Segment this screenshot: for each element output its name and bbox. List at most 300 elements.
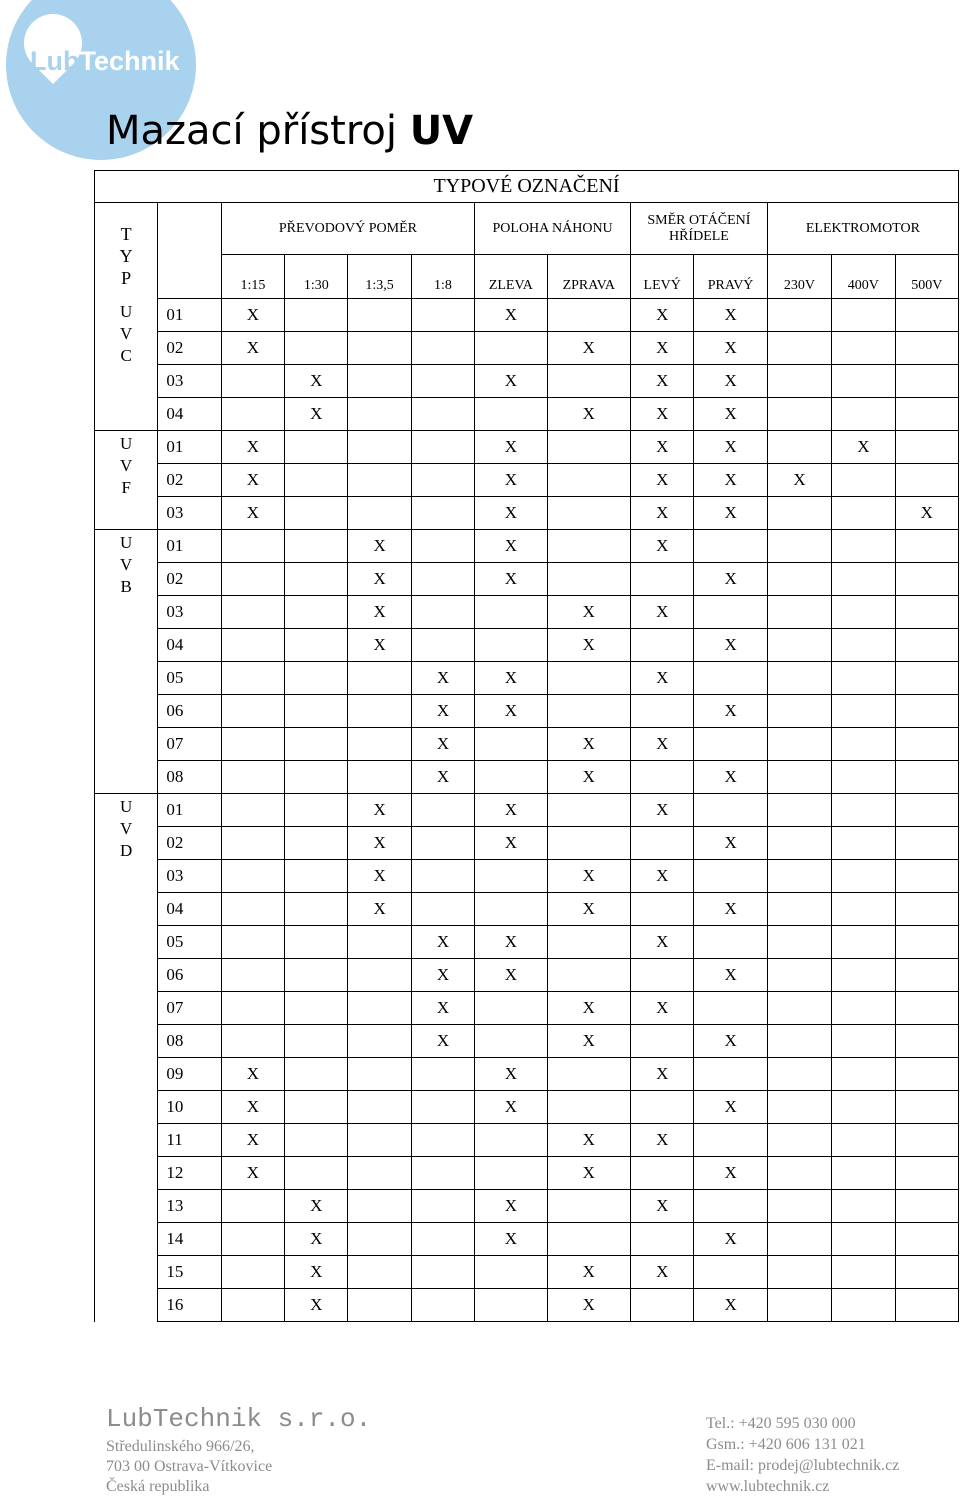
- variant-code: 07: [158, 992, 221, 1025]
- mark-cell: [631, 662, 694, 695]
- mark-cell: [221, 563, 284, 596]
- mark-cell: [694, 794, 767, 827]
- mark-cell: [221, 299, 284, 332]
- mark-cell: [832, 431, 895, 464]
- x-mark: X: [656, 1130, 669, 1149]
- mark-cell: [895, 299, 958, 332]
- mark-cell: [475, 629, 547, 662]
- mark-cell: [285, 497, 348, 530]
- mark-cell: [411, 398, 474, 431]
- x-mark: X: [724, 305, 737, 324]
- footer-phone: Tel.: +420 595 030 000: [706, 1415, 856, 1432]
- table-row: [95, 926, 959, 959]
- mark-cell: [547, 1124, 630, 1157]
- mark-cell: [767, 1256, 831, 1289]
- mark-cell: [631, 926, 694, 959]
- table-row: [95, 332, 959, 365]
- x-mark: X: [246, 305, 260, 324]
- table-row: [95, 398, 959, 431]
- variant-code: 05: [158, 926, 221, 959]
- column-header: PRAVÝ: [694, 255, 767, 299]
- variant-code: 03: [158, 596, 221, 629]
- mark-cell: [631, 1157, 694, 1190]
- x-mark: X: [436, 965, 450, 984]
- x-mark: X: [582, 866, 595, 885]
- mark-cell: [221, 1190, 284, 1223]
- mark-cell: [547, 1091, 630, 1124]
- mark-cell: [475, 1025, 547, 1058]
- mark-cell: [348, 1058, 411, 1091]
- mark-cell: [285, 629, 348, 662]
- mark-cell: [631, 1256, 694, 1289]
- mark-cell: [547, 563, 630, 596]
- mark-cell: [221, 893, 284, 926]
- logo-text: [30, 46, 180, 77]
- mark-cell: [348, 992, 411, 1025]
- table-row: [95, 563, 959, 596]
- type-group-letter: U: [120, 797, 133, 816]
- table-row: [95, 596, 959, 629]
- mark-cell: [832, 1190, 895, 1223]
- mark-cell: [475, 728, 547, 761]
- mark-cell: [767, 398, 831, 431]
- mark-cell: [895, 728, 958, 761]
- footer-email: E-mail: prodej@lubtechnik.cz: [706, 1457, 900, 1474]
- table-row: [95, 860, 959, 893]
- mark-cell: [895, 431, 958, 464]
- x-mark: X: [656, 1196, 669, 1215]
- x-mark: X: [582, 602, 595, 621]
- table-row: [95, 629, 959, 662]
- column-header: 1:30: [285, 255, 348, 299]
- mark-cell: [832, 365, 895, 398]
- mark-cell: [767, 893, 831, 926]
- mark-cell: [767, 332, 831, 365]
- mark-cell: [694, 761, 767, 794]
- column-header: 1:3,5: [348, 255, 411, 299]
- mark-cell: [285, 530, 348, 563]
- mark-cell: [411, 992, 474, 1025]
- mark-cell: [475, 959, 547, 992]
- mark-cell: [411, 761, 474, 794]
- mark-cell: [631, 1124, 694, 1157]
- table-row: [95, 365, 959, 398]
- mark-cell: [475, 1157, 547, 1190]
- mark-cell: [221, 596, 284, 629]
- mark-cell: [895, 530, 958, 563]
- x-mark: X: [656, 437, 669, 456]
- x-mark: X: [436, 668, 450, 687]
- footer-contacts: [706, 1413, 899, 1497]
- type-group-letter: F: [121, 478, 131, 497]
- mark-cell: [411, 629, 474, 662]
- x-mark: X: [724, 404, 737, 423]
- x-mark: X: [724, 767, 737, 786]
- mark-cell: [767, 662, 831, 695]
- mark-cell: [832, 1256, 895, 1289]
- x-mark: X: [724, 503, 737, 522]
- mark-cell: [694, 1058, 767, 1091]
- mark-cell: [547, 728, 630, 761]
- type-group-letter: V: [120, 555, 133, 574]
- mark-cell: [895, 1091, 958, 1124]
- x-mark: X: [656, 305, 669, 324]
- x-mark: X: [504, 1097, 517, 1116]
- mark-cell: [348, 1124, 411, 1157]
- mark-cell: [547, 398, 630, 431]
- mark-cell: [832, 1289, 895, 1322]
- mark-cell: [895, 1256, 958, 1289]
- mark-cell: [767, 1058, 831, 1091]
- mark-cell: [411, 728, 474, 761]
- table-row: [95, 299, 959, 332]
- mark-cell: [767, 959, 831, 992]
- variant-code: 02: [158, 332, 221, 365]
- x-mark: X: [724, 833, 737, 852]
- logo-text-lub: Lub: [30, 46, 80, 76]
- mark-cell: [475, 794, 547, 827]
- x-mark: X: [724, 569, 737, 588]
- mark-cell: [475, 761, 547, 794]
- mark-cell: [348, 662, 411, 695]
- mark-cell: [285, 1058, 348, 1091]
- mark-cell: [767, 1190, 831, 1223]
- mark-cell: [895, 794, 958, 827]
- mark-cell: [221, 728, 284, 761]
- mark-cell: [767, 1157, 831, 1190]
- x-mark: X: [582, 767, 595, 786]
- mark-cell: [895, 1025, 958, 1058]
- mark-cell: [631, 1223, 694, 1256]
- x-mark: X: [724, 899, 737, 918]
- mark-cell: [221, 1157, 284, 1190]
- x-mark: X: [656, 503, 669, 522]
- mark-cell: [221, 530, 284, 563]
- x-mark: X: [436, 1031, 450, 1050]
- mark-cell: [631, 332, 694, 365]
- mark-cell: [475, 1091, 547, 1124]
- mark-cell: [411, 332, 474, 365]
- mark-cell: [348, 497, 411, 530]
- x-mark: X: [582, 1031, 595, 1050]
- mark-cell: [694, 596, 767, 629]
- mark-cell: [832, 992, 895, 1025]
- mark-cell: [411, 827, 474, 860]
- logo-text-technik: Technik: [79, 46, 180, 76]
- mark-cell: [221, 926, 284, 959]
- x-mark: X: [724, 1031, 737, 1050]
- mark-cell: [895, 860, 958, 893]
- mark-cell: [767, 860, 831, 893]
- mark-cell: [475, 992, 547, 1025]
- footer-address-line: 703 00 Ostrava-Vítkovice: [106, 1458, 273, 1475]
- mark-cell: [547, 1289, 630, 1322]
- mark-cell: [631, 596, 694, 629]
- table-row: [95, 1256, 959, 1289]
- mark-cell: [221, 431, 284, 464]
- mark-cell: [631, 398, 694, 431]
- type-group-letter: U: [120, 434, 133, 453]
- mark-cell: [832, 530, 895, 563]
- mark-cell: [895, 992, 958, 1025]
- x-mark: X: [504, 668, 517, 687]
- mark-cell: [411, 860, 474, 893]
- mark-cell: [348, 926, 411, 959]
- mark-cell: [475, 398, 547, 431]
- x-mark: X: [724, 371, 737, 390]
- mark-cell: [895, 695, 958, 728]
- mark-cell: [631, 1058, 694, 1091]
- group-header-drive-position: POLOHA NÁHONU: [475, 203, 631, 255]
- mark-cell: [631, 860, 694, 893]
- mark-cell: [348, 1223, 411, 1256]
- mark-cell: [411, 1025, 474, 1058]
- x-mark: X: [582, 1262, 595, 1281]
- mark-cell: [348, 629, 411, 662]
- mark-cell: [694, 695, 767, 728]
- variant-code: 02: [158, 464, 221, 497]
- x-mark: X: [310, 1196, 323, 1215]
- page-title: [106, 108, 473, 154]
- mark-cell: [411, 530, 474, 563]
- mark-cell: [221, 1289, 284, 1322]
- x-mark: X: [582, 1163, 595, 1182]
- footer-mobile: Gsm.: +420 606 131 021: [706, 1436, 866, 1453]
- variant-code: 01: [158, 794, 221, 827]
- mark-cell: [832, 398, 895, 431]
- page-title-prefix: Mazací přístroj: [106, 108, 397, 154]
- mark-cell: [547, 827, 630, 860]
- mark-cell: [895, 1289, 958, 1322]
- super-header: TYPOVÉ OZNAČENÍ: [95, 171, 959, 203]
- mark-cell: [631, 1190, 694, 1223]
- type-group-label: [95, 299, 158, 431]
- mark-cell: [832, 827, 895, 860]
- mark-cell: [221, 464, 284, 497]
- mark-cell: [832, 563, 895, 596]
- mark-cell: [895, 1124, 958, 1157]
- mark-cell: [547, 464, 630, 497]
- x-mark: X: [656, 866, 669, 885]
- mark-cell: [631, 695, 694, 728]
- mark-cell: [411, 1058, 474, 1091]
- x-mark: X: [436, 701, 450, 720]
- x-mark: X: [310, 371, 323, 390]
- mark-cell: [475, 1256, 547, 1289]
- typ-letter: T: [120, 224, 132, 244]
- mark-cell: [694, 1289, 767, 1322]
- mark-cell: [832, 695, 895, 728]
- mark-cell: [475, 596, 547, 629]
- x-mark: X: [656, 734, 669, 753]
- mark-cell: [348, 959, 411, 992]
- mark-cell: [694, 365, 767, 398]
- mark-cell: [895, 662, 958, 695]
- mark-cell: [895, 629, 958, 662]
- mark-cell: [694, 1157, 767, 1190]
- x-mark: X: [793, 470, 806, 489]
- mark-cell: [475, 1223, 547, 1256]
- mark-cell: [285, 1289, 348, 1322]
- variant-code: 09: [158, 1058, 221, 1091]
- mark-cell: [547, 332, 630, 365]
- mark-cell: [631, 794, 694, 827]
- mark-cell: [631, 761, 694, 794]
- mark-cell: [694, 431, 767, 464]
- mark-cell: [694, 497, 767, 530]
- mark-cell: [221, 1124, 284, 1157]
- table-row: [95, 464, 959, 497]
- mark-cell: [832, 1157, 895, 1190]
- mark-cell: [285, 761, 348, 794]
- variant-code: 04: [158, 629, 221, 662]
- mark-cell: [475, 563, 547, 596]
- variant-code: 04: [158, 398, 221, 431]
- x-mark: X: [724, 1097, 737, 1116]
- mark-cell: [475, 299, 547, 332]
- mark-cell: [767, 728, 831, 761]
- mark-cell: [285, 1256, 348, 1289]
- x-mark: X: [656, 1262, 669, 1281]
- page-title-model: UV: [409, 108, 474, 154]
- variant-code: 10: [158, 1091, 221, 1124]
- mark-cell: [285, 992, 348, 1025]
- mark-cell: [895, 893, 958, 926]
- mark-cell: [694, 1190, 767, 1223]
- mark-cell: [832, 332, 895, 365]
- typ-letter: Y: [119, 246, 133, 266]
- mark-cell: [348, 464, 411, 497]
- mark-cell: [411, 959, 474, 992]
- mark-cell: [832, 959, 895, 992]
- mark-cell: [348, 1256, 411, 1289]
- mark-cell: [631, 893, 694, 926]
- mark-cell: [631, 563, 694, 596]
- mark-cell: [767, 1289, 831, 1322]
- mark-cell: [285, 398, 348, 431]
- mark-cell: [547, 1223, 630, 1256]
- mark-cell: [411, 1223, 474, 1256]
- x-mark: X: [246, 470, 260, 489]
- variant-code: 15: [158, 1256, 221, 1289]
- mark-cell: [832, 596, 895, 629]
- mark-cell: [285, 563, 348, 596]
- mark-cell: [631, 827, 694, 860]
- mark-cell: [767, 530, 831, 563]
- footer-website: www.lubtechnik.cz: [706, 1478, 830, 1495]
- mark-cell: [221, 959, 284, 992]
- x-mark: X: [373, 866, 386, 885]
- mark-cell: [285, 299, 348, 332]
- typ-letter: P: [121, 268, 132, 288]
- mark-cell: [221, 629, 284, 662]
- mark-cell: [767, 365, 831, 398]
- x-mark: X: [246, 1130, 260, 1149]
- mark-cell: [221, 992, 284, 1025]
- mark-cell: [221, 1256, 284, 1289]
- mark-cell: [411, 464, 474, 497]
- mark-cell: [767, 497, 831, 530]
- footer-address-line: Česká republika: [106, 1478, 210, 1495]
- mark-cell: [767, 629, 831, 662]
- variant-code: 07: [158, 728, 221, 761]
- x-mark: X: [582, 734, 595, 753]
- x-mark: X: [504, 932, 517, 951]
- type-group-letter: B: [120, 577, 132, 596]
- mark-cell: [475, 1124, 547, 1157]
- mark-cell: [348, 365, 411, 398]
- table-row: [95, 827, 959, 860]
- mark-cell: [547, 365, 630, 398]
- mark-cell: [348, 596, 411, 629]
- mark-cell: [895, 926, 958, 959]
- type-group-letter: V: [120, 323, 133, 343]
- x-mark: X: [582, 635, 595, 654]
- x-mark: X: [373, 899, 386, 918]
- mark-cell: [767, 926, 831, 959]
- x-mark: X: [373, 569, 386, 588]
- x-mark: X: [310, 1295, 323, 1314]
- table-row: [95, 1223, 959, 1256]
- x-mark: X: [724, 701, 737, 720]
- variant-code: 01: [158, 530, 221, 563]
- mark-cell: [348, 299, 411, 332]
- variant-code: 01: [158, 299, 221, 332]
- x-mark: X: [504, 701, 517, 720]
- mark-cell: [475, 365, 547, 398]
- mark-cell: [475, 431, 547, 464]
- x-mark: X: [504, 536, 517, 555]
- table-row: [95, 1091, 959, 1124]
- mark-cell: [285, 1124, 348, 1157]
- mark-cell: [895, 1058, 958, 1091]
- mark-cell: [285, 332, 348, 365]
- mark-cell: [547, 1025, 630, 1058]
- mark-cell: [895, 563, 958, 596]
- mark-cell: [221, 662, 284, 695]
- mark-cell: [631, 530, 694, 563]
- mark-cell: [631, 365, 694, 398]
- variant-code: 06: [158, 959, 221, 992]
- x-mark: X: [724, 470, 737, 489]
- table-row: [95, 1058, 959, 1091]
- x-mark: X: [310, 1262, 323, 1281]
- type-group-letter: U: [120, 301, 133, 321]
- variant-code: 16: [158, 1289, 221, 1322]
- x-mark: X: [504, 503, 517, 522]
- mark-cell: [767, 431, 831, 464]
- x-mark: X: [724, 1163, 737, 1182]
- x-mark: X: [504, 569, 517, 588]
- mark-cell: [694, 398, 767, 431]
- x-mark: X: [582, 899, 595, 918]
- table-row: [95, 662, 959, 695]
- mark-cell: [411, 1124, 474, 1157]
- type-group-letter: V: [120, 819, 133, 838]
- mark-cell: [547, 299, 630, 332]
- mark-cell: [285, 827, 348, 860]
- mark-cell: [694, 299, 767, 332]
- x-mark: X: [246, 338, 260, 357]
- variant-code: 12: [158, 1157, 221, 1190]
- mark-cell: [832, 1124, 895, 1157]
- mark-cell: [348, 1091, 411, 1124]
- mark-cell: [348, 1289, 411, 1322]
- mark-cell: [767, 596, 831, 629]
- x-mark: X: [310, 1229, 323, 1248]
- mark-cell: [895, 365, 958, 398]
- mark-cell: [547, 629, 630, 662]
